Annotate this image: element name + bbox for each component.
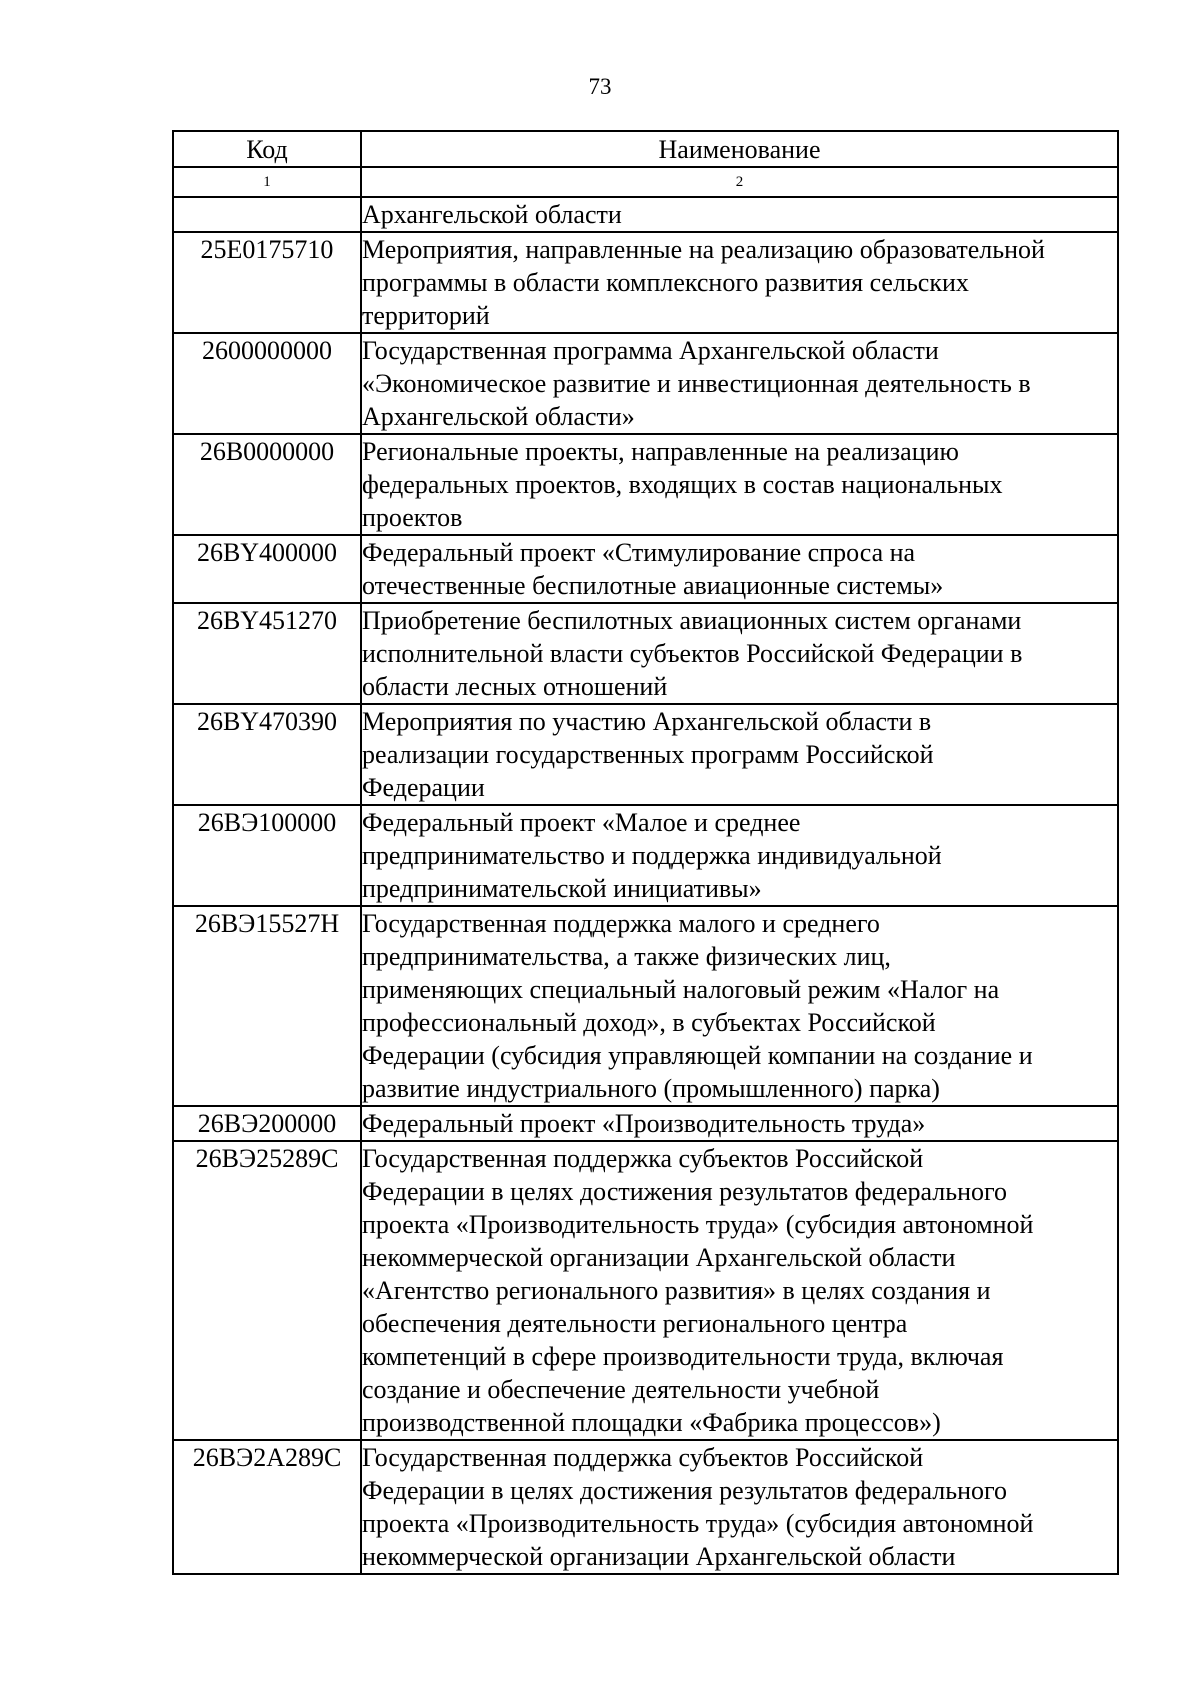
row-name <box>361 1440 1118 1574</box>
row-code: 26ВЭ25289С <box>173 1141 361 1440</box>
table-header-row <box>173 131 1118 167</box>
row-code: 26ВY451270 <box>173 603 361 704</box>
column-number-row <box>173 167 1118 197</box>
row-name <box>361 434 1118 535</box>
row-name-text: Государственная поддержка малого и среднего предпринимательства, а также физических лиц, применяющих специальный налоговый режим «Налог на профессиональный доход», в субъектах Российской Федерации (субсидия управляющей компании на создание и развитие индустриального (промышленного) парка) <box>362 909 1033 1103</box>
row-code: 26ВY470390 <box>173 704 361 805</box>
header-code: Код <box>173 131 361 167</box>
row-name-text: Приобретение беспилотных авиационных систем органами исполнительной власти субъектов Российской Федерации в области лесных отношений <box>362 606 1023 701</box>
code-name-table <box>172 130 1119 1575</box>
row-name <box>361 704 1118 805</box>
row-name-text: Федеральный проект «Малое и среднее предпринимательство и поддержка индивидуальной предпринимательской инициативы» <box>362 808 942 903</box>
row-name-text: Федеральный проект «Стимулирование спроса на отечественные беспилотные авиационные системы» <box>362 538 944 600</box>
row-name-text: Государственная поддержка субъектов Российской Федерации в целях достижения результатов федерального проекта «Производительность труда» (субсидия автономной некоммерческой организации Архангельской области «Агентство регионального развития» в целях создания и обеспечения деятельности регионального центра компетенций в сфере производительности труда, включая создание и обеспечение деятельности учебной производственной площадки «Фабрика процессов») <box>362 1144 1034 1437</box>
table-row <box>173 333 1118 434</box>
table-row <box>173 805 1118 906</box>
row-name <box>361 535 1118 603</box>
row-name <box>361 603 1118 704</box>
row-code: 25Е0175710 <box>173 232 361 333</box>
table-row <box>173 603 1118 704</box>
page-number: 73 <box>588 74 612 99</box>
row-code: 26ВЭ2А289С <box>173 1440 361 1574</box>
row-code: 26ВЭ100000 <box>173 805 361 906</box>
table-row <box>173 197 1118 232</box>
row-name-text: Федеральный проект «Производительность труда» <box>362 1109 926 1138</box>
row-name <box>361 232 1118 333</box>
row-code: 26В0000000 <box>173 434 361 535</box>
row-code: 26ВY400000 <box>173 535 361 603</box>
row-name <box>361 805 1118 906</box>
header-name: Наименование <box>361 131 1118 167</box>
row-code: 26ВЭ200000 <box>173 1106 361 1141</box>
row-name-text: Мероприятия по участию Архангельской области в реализации государственных программ Российской Федерации <box>362 707 934 802</box>
row-code: 26ВЭ15527Н <box>173 906 361 1106</box>
column-number-name: 2 <box>361 167 1118 197</box>
row-name-text: Государственная программа Архангельской области «Экономическое развитие и инвестиционная деятельность в Архангельской области» <box>362 336 1031 431</box>
table-row <box>173 1141 1118 1440</box>
table-row <box>173 232 1118 333</box>
row-code <box>173 197 361 232</box>
table-row <box>173 434 1118 535</box>
row-name-text: Мероприятия, направленные на реализацию образовательной программы в области комплексного развития сельских территорий <box>362 235 1045 330</box>
table-row <box>173 704 1118 805</box>
row-code: 2600000000 <box>173 333 361 434</box>
row-name-text: Региональные проекты, направленные на реализацию федеральных проектов, входящих в состав национальных проектов <box>362 437 1003 532</box>
row-name <box>361 906 1118 1106</box>
table-row <box>173 535 1118 603</box>
row-name-text: Архангельской области <box>362 200 622 229</box>
column-number-code: 1 <box>173 167 361 197</box>
row-name-text: Государственная поддержка субъектов Российской Федерации в целях достижения результатов федерального проекта «Производительность труда» (субсидия автономной некоммерческой организации Архангельской области <box>362 1443 1034 1571</box>
row-name <box>361 333 1118 434</box>
table-row <box>173 1440 1118 1574</box>
table-row <box>173 906 1118 1106</box>
row-name <box>361 197 1118 232</box>
row-name <box>361 1106 1118 1141</box>
row-name <box>361 1141 1118 1440</box>
table-row <box>173 1106 1118 1141</box>
